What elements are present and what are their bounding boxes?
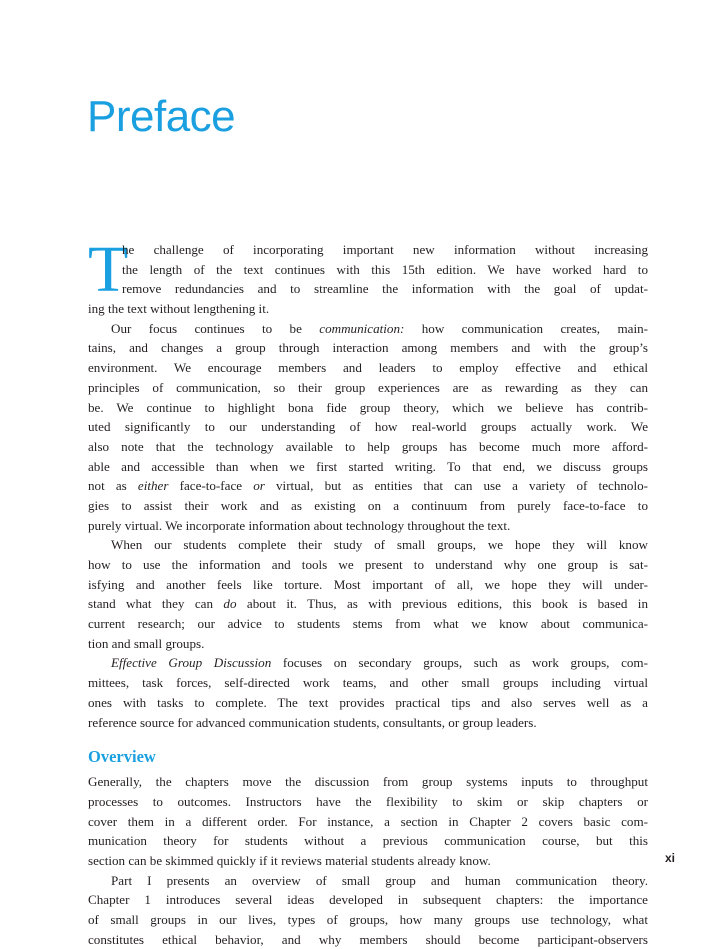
paragraph-overview <box>88 772 648 870</box>
text-line: constitutes ethical behavior, and why members should become participant-observers <box>88 931 648 947</box>
text-line: Chapter 1 introduces several ideas developed in subsequent chapters: the importance <box>88 892 648 908</box>
text-line: reference source for advanced communication students, consultants, or group leaders. <box>88 714 537 730</box>
text-line: not as either face-to-face or virtual, but as entities that can use a variety of technolo- <box>88 478 648 494</box>
page-number: xi <box>665 851 676 865</box>
text-line: When our students complete their study of small groups, we hope they will know <box>111 537 648 553</box>
paragraph-intro <box>88 233 648 319</box>
text-line: mittees, task forces, self-directed work teams, and other small groups including virtual <box>88 675 648 691</box>
text-line: munication theory for students without a previous communication course, but this <box>88 833 648 849</box>
text-line: uted significantly to our understanding of how real-world groups actually work. We <box>88 419 648 435</box>
section-heading-overview: Overview <box>88 747 156 767</box>
text-line: ones with tasks to complete. The text provides practical tips and also serves well as a <box>88 694 648 710</box>
drop-cap: T <box>88 233 129 306</box>
text-line: also note that the technology available to help groups has become much more afford- <box>88 438 648 454</box>
text-line: stand what they can do about it. Thus, as with previous editions, this book is based in <box>88 596 648 612</box>
text-line: tion and small groups. <box>88 635 205 651</box>
text-line: Part I presents an overview of small group and human communication theory. <box>111 872 648 888</box>
text-line: the length of the text continues with this 15th edition. We have worked hard to <box>122 261 648 277</box>
text-line: section can be skimmed quickly if it reviews material students already know. <box>88 852 491 868</box>
text-line: be. We continue to highlight bona fide group theory, which we believe has contrib- <box>88 399 648 415</box>
text-line: able and accessible than when we first started writing. To that end, we discuss groups <box>88 458 648 474</box>
text-line: Our focus continues to be communication: how communication creates, main- <box>111 320 648 336</box>
text-line: isfying and another feels like torture. Most important of all, we hope they will under- <box>88 576 648 592</box>
text-line: Generally, the chapters move the discussion from group systems inputs to throughput <box>88 774 648 790</box>
text-line: tains, and changes a group through interaction among members and with the group’s <box>88 340 648 356</box>
text-line: remove redundancies and to streamline the information with the goal of updat- <box>122 281 648 297</box>
text-line: cover them in a different order. For instance, a section in Chapter 2 covers basic com- <box>88 813 648 829</box>
text-line: environment. We encourage members and leaders to employ effective and ethical <box>88 360 648 376</box>
text-line: processes to outcomes. Instructors have the flexibility to skim or skip chapters or <box>88 793 648 809</box>
text-line: he challenge of incorporating important new information without increasing <box>122 242 648 257</box>
paragraph-book <box>88 653 648 732</box>
text-line: Effective Group Discussion focuses on secondary groups, such as work groups, com- <box>111 655 648 671</box>
text-line: of small groups in our lives, types of groups, how many groups use technology, what <box>88 912 648 927</box>
text-line: principles of communication, so their group experiences are as rewarding as they can <box>88 379 648 395</box>
page-title: Preface <box>87 92 236 141</box>
preface-body <box>88 233 648 949</box>
text-line: how to use the information and tools we present to understand why one group is sat- <box>88 557 648 572</box>
text-line: current research; our advice to students stems from what we know about communica- <box>88 616 648 632</box>
text-line: ing the text without lengthening it. <box>88 301 270 317</box>
paragraph-part-one <box>88 871 648 949</box>
text-line: purely virtual. We incorporate information about technology throughout the text. <box>88 517 511 533</box>
paragraph-students <box>88 535 648 653</box>
text-line: gies to assist their work and as existing on a continuum from purely face-to-face to <box>88 497 648 513</box>
paragraph-focus <box>88 319 648 536</box>
